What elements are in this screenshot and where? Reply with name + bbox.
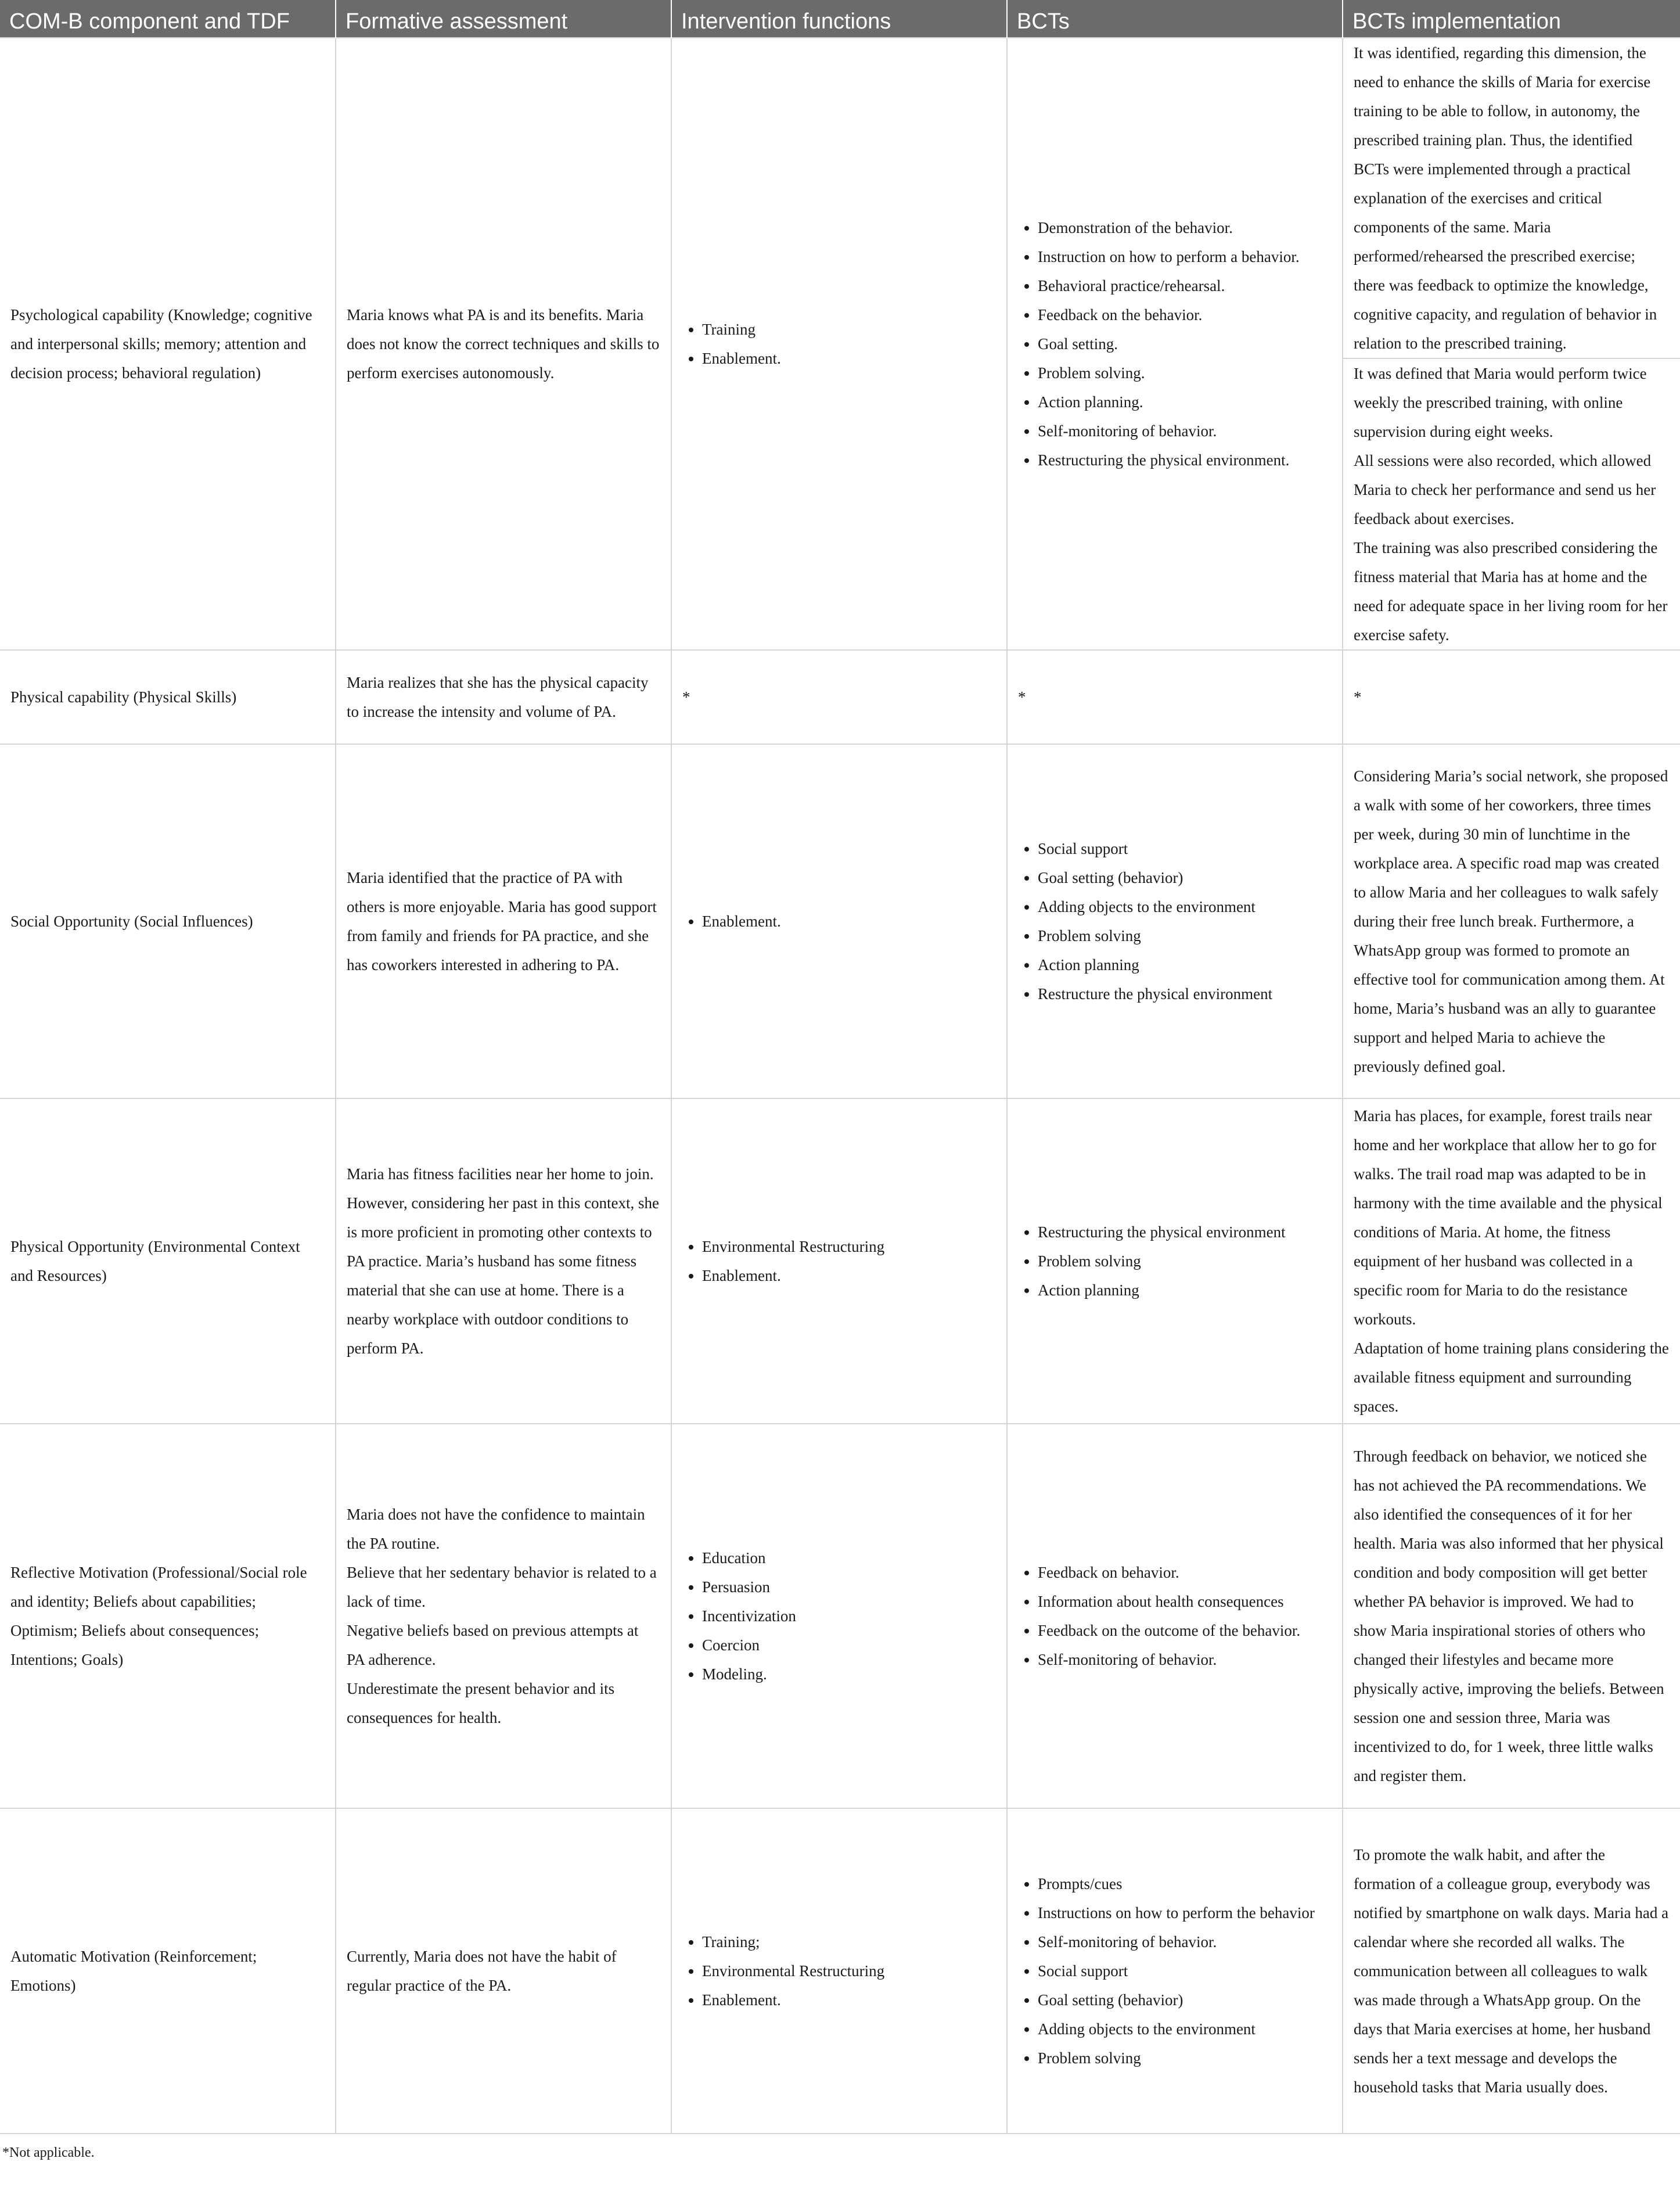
list-item: • Enablement. xyxy=(702,344,996,373)
list-item: • Demonstration of the behavior. xyxy=(1038,213,1332,242)
cell-assessment: Maria identified that the practice of PA with others is more enjoyable. Maria has good support from family and friends for PA practice, and she has coworkers interested in adhering to PA. xyxy=(336,744,671,1098)
table-row xyxy=(0,744,1680,1098)
list-item: • Goal setting (behavior) xyxy=(1038,863,1332,892)
bcts-list xyxy=(1018,1869,1332,2073)
cell-bcts xyxy=(1007,1424,1343,1808)
functions-list xyxy=(682,1927,996,2014)
cell-bcts xyxy=(1007,1808,1343,2134)
list-item: • Training xyxy=(702,315,996,344)
list-item: • Self-monitoring of behavior. xyxy=(1038,416,1332,446)
list-item: • Environmental Restructuring xyxy=(702,1956,996,1985)
cell-functions xyxy=(671,1098,1007,1424)
cell-implementation: It was defined that Maria would perform twice weekly the prescribed training, with online supervision during eight weeks. All sessions were also recorded, which allowed Maria to check her performance and send us her feedback about exercises. The training was also prescribed considering the fitness material that Maria has at home and the need for adequate space in her living room for her exercise safety. xyxy=(1343,358,1680,650)
list-item: • Instruction on how to perform a behavior. xyxy=(1038,242,1332,271)
cell-implementation: To promote the walk habit, and after the formation of a colleague group, everybody was notified by smartphone on walk days. Maria had a calendar where she recorded all walks. The communication between all colleagues to walk was made through a WhatsApp group. On the days that Maria exercises at home, her husband sends her a text message and develops the household tasks that Maria usually does. xyxy=(1343,1808,1680,2134)
list-item: • Problem solving xyxy=(1038,2044,1332,2073)
functions-list xyxy=(682,315,996,373)
cell-implementation: Through feedback on behavior, we noticed she has not achieved the PA recommendations. We also identified the consequences of it for her health. Maria was also informed that her physical condition and body composition will get better whether PA behavior is improved. We had to show Maria inspirational stories of others who changed their lifestyles and became more physically active, improving the beliefs. Between session one and session three, Maria was incentivized to do, for 1 week, three little walks and register them. xyxy=(1343,1424,1680,1808)
cell-implementation: Considering Maria’s social network, she proposed a walk with some of her coworkers, three times per week, during 30 min of lunchtime in the workplace area. A specific road map was created to allow Maria and her colleagues to walk safely during their free lunch break. Furthermore, a WhatsApp group was formed to promote an effective tool for communication among them. At home, Maria’s husband was an ally to guarantee support and helped Maria to achieve the previously defined goal. xyxy=(1343,744,1680,1098)
cell-component: Social Opportunity (Social Influences) xyxy=(0,744,336,1098)
cell-implementation: Maria has places, for example, forest trails near home and her workplace that allow her to go for walks. The trail road map was adapted to be in harmony with the time available and the physical conditions of Maria. At home, the fitness equipment of her husband was collected in a specific room for Maria to do the resistance workouts. Adaptation of home training plans considering the available fitness equipment and surrounding spaces. xyxy=(1343,1098,1680,1424)
list-item: • Incentivization xyxy=(702,1601,996,1631)
table-header-row xyxy=(0,0,1680,38)
bcts-list xyxy=(1018,834,1332,1008)
cell-component: Physical Opportunity (Environmental Context and Resources) xyxy=(0,1098,336,1424)
list-item: • Education xyxy=(702,1543,996,1572)
table-footnote: *Not applicable. xyxy=(2,2145,95,2160)
list-item: • Feedback on behavior. xyxy=(1038,1558,1332,1587)
list-item: • Enablement. xyxy=(702,1985,996,2014)
list-item: • Problem solving xyxy=(1038,921,1332,950)
table-row xyxy=(0,38,1680,358)
list-item: • Environmental Restructuring xyxy=(702,1232,996,1261)
list-item: • Coercion xyxy=(702,1631,996,1660)
cell-functions xyxy=(671,1808,1007,2134)
cell-component: Automatic Motivation (Reinforcement; Emotions) xyxy=(0,1808,336,2134)
list-item: • Action planning xyxy=(1038,1276,1332,1305)
header-functions: Intervention functions xyxy=(671,0,1007,38)
list-item: • Goal setting. xyxy=(1038,329,1332,358)
list-item: • Adding objects to the environment xyxy=(1038,2014,1332,2044)
cell-functions xyxy=(671,744,1007,1098)
list-item: • Goal setting (behavior) xyxy=(1038,1985,1332,2014)
header-bcts: BCTs xyxy=(1007,0,1343,38)
list-item: • Problem solving xyxy=(1038,1247,1332,1276)
cell-bcts: * xyxy=(1007,650,1343,744)
list-item: • Self-monitoring of behavior. xyxy=(1038,1927,1332,1956)
table-row xyxy=(0,1808,1680,2134)
bcts-list xyxy=(1018,1218,1332,1305)
list-item: • Behavioral practice/rehearsal. xyxy=(1038,271,1332,300)
cell-functions xyxy=(671,1424,1007,1808)
list-item: • Social support xyxy=(1038,1956,1332,1985)
table-row xyxy=(0,650,1680,744)
list-item: • Feedback on the outcome of the behavior. xyxy=(1038,1616,1332,1645)
header-implementation: BCTs implementation xyxy=(1343,0,1680,38)
cell-bcts xyxy=(1007,744,1343,1098)
list-item: • Instructions on how to perform the behavior xyxy=(1038,1898,1332,1927)
cell-bcts xyxy=(1007,38,1343,650)
list-item: • Restructuring the physical environment. xyxy=(1038,446,1332,475)
bcts-list xyxy=(1018,213,1332,475)
list-item: • Enablement. xyxy=(702,1261,996,1290)
cell-implementation: * xyxy=(1343,650,1680,744)
list-item: • Enablement. xyxy=(702,907,996,936)
list-item: • Restructuring the physical environment xyxy=(1038,1218,1332,1247)
cell-component: Physical capability (Physical Skills) xyxy=(0,650,336,744)
functions-list xyxy=(682,1543,996,1689)
cell-component: Reflective Motivation (Professional/Social role and identity; Beliefs about capabilities; Optimism; Beliefs about consequences; Intentions; Goals) xyxy=(0,1424,336,1808)
functions-list xyxy=(682,907,996,936)
cell-implementation: It was identified, regarding this dimension, the need to enhance the skills of Maria for exercise training to be able to follow, in autonomy, the prescribed training plan. Thus, the identified BCTs were implemented through a practical explanation of the exercises and critical components of the same. Maria performed/rehearsed the prescribed exercise; there was feedback to optimize the knowledge, cognitive capacity, and regulation of behavior in relation to the prescribed training. xyxy=(1343,38,1680,358)
functions-list xyxy=(682,1232,996,1290)
list-item: • Social support xyxy=(1038,834,1332,863)
table-row xyxy=(0,1098,1680,1424)
list-item: • Action planning. xyxy=(1038,387,1332,416)
list-item: • Training; xyxy=(702,1927,996,1956)
cell-assessment: Maria knows what PA is and its benefits. Maria does not know the correct techniques and skills to perform exercises autonomously. xyxy=(336,38,671,650)
cell-functions xyxy=(671,38,1007,650)
cell-assessment: Maria realizes that she has the physical capacity to increase the intensity and volume of PA. xyxy=(336,650,671,744)
list-item: • Feedback on the behavior. xyxy=(1038,300,1332,329)
cell-functions: * xyxy=(671,650,1007,744)
list-item: • Modeling. xyxy=(702,1660,996,1689)
header-assessment: Formative assessment xyxy=(336,0,671,38)
cell-assessment: Currently, Maria does not have the habit of regular practice of the PA. xyxy=(336,1808,671,2134)
list-item: • Restructure the physical environment xyxy=(1038,979,1332,1008)
list-item: • Prompts/cues xyxy=(1038,1869,1332,1898)
list-item: • Persuasion xyxy=(702,1572,996,1601)
cell-bcts xyxy=(1007,1098,1343,1424)
list-item: • Information about health consequences xyxy=(1038,1587,1332,1616)
list-item: • Self-monitoring of behavior. xyxy=(1038,1645,1332,1674)
bcts-list xyxy=(1018,1558,1332,1674)
cell-component: Psychological capability (Knowledge; cognitive and interpersonal skills; memory; attention and decision process; behavioral regulation) xyxy=(0,38,336,650)
cell-assessment: Maria does not have the confidence to maintain the PA routine. Believe that her sedentary behavior is related to a lack of time. Negative beliefs based on previous attempts at PA adherence. Underestimate the present behavior and its consequences for health. xyxy=(336,1424,671,1808)
list-item: • Problem solving. xyxy=(1038,358,1332,387)
table-row xyxy=(0,1424,1680,1808)
list-item: • Adding objects to the environment xyxy=(1038,892,1332,921)
cell-assessment: Maria has fitness facilities near her home to join. However, considering her past in this context, she is more proficient in promoting other contexts to PA practice. Maria’s husband has some fitness material that she can use at home. There is a nearby workplace with outdoor conditions to perform PA. xyxy=(336,1098,671,1424)
header-component: COM-B component and TDF xyxy=(0,0,336,38)
list-item: • Action planning xyxy=(1038,950,1332,979)
